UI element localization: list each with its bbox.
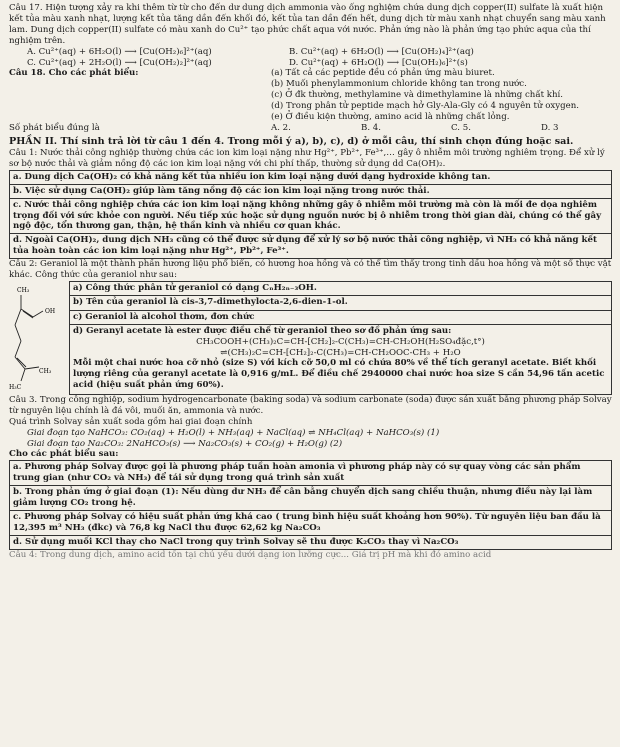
q18-option-d[interactable]: D. 3	[541, 122, 559, 133]
q17-option-c[interactable]: C. Cu²⁺(aq) + 2H₂O(l) ⟶ [Cu(OH₂)₂]²⁺(aq)	[27, 57, 212, 68]
table-row	[70, 282, 612, 296]
table-row	[70, 324, 612, 394]
q3-row-c[interactable]: c. Phương pháp Solvay có hiệu suất phản ứng khá cao ( trung bình hiệu suất khoảng hơn 90%). Từ nguyên liệu ban đầu là 12,395 m³ NH₃ (đkc) và 76,8 kg NaCl thu được 62,62 kg Na₂CO₃	[10, 510, 612, 535]
q1-row-a[interactable]: a. Dung dịch Ca(OH)₂ có khả năng kết tủa nhiều ion kim loại nặng dưới dạng hydroxide không tan.	[10, 170, 612, 184]
q18-option-a[interactable]: A. 2.	[271, 122, 291, 133]
q17-options-row-1	[9, 47, 612, 58]
table-row	[70, 310, 612, 324]
q3-intro: Quá trình Solvay sản xuất soda gồm hai giai đoạn chính	[9, 416, 253, 427]
q18-items	[271, 68, 579, 123]
q18-item-e: (e) Ở điều kiện thường, amino acid là những chất lỏng.	[271, 112, 510, 123]
q2-row-d-eq2: ⇌(CH₃)₂C=CH-[CH₂]₂-C(CH₃)=CH-CH₂OOC-CH₃ + H₂O	[220, 347, 461, 358]
q17-option-a[interactable]: A. Cu²⁺(aq) + 6H₂O(l) ⟶ [Cu(OH₂)₆]²⁺(aq)	[27, 46, 212, 57]
q1-row-d[interactable]: d. Ngoài Ca(OH)₂, dung dịch NH₃ cũng có thể được sử dụng để xử lý sơ bộ nước thải công nghiệp, vì NH₃ có khả năng kết tủa hoàn toàn các ion kim loại nặng như Hg²⁺, Pb²⁺, Fe³⁺.	[10, 234, 612, 259]
q18-option-c[interactable]: C. 5.	[451, 122, 471, 133]
table-row	[10, 535, 612, 549]
q18-item-d: (d) Trong phân tử peptide mạch hở Gly-Ala-Gly có 4 nguyên tử oxygen.	[271, 101, 579, 112]
table-row	[10, 461, 612, 486]
q18-label: Câu 18. Cho các phát biểu:	[9, 68, 139, 79]
geraniol-structure-drawing	[9, 281, 69, 391]
q2-stem: Câu 2: Geraniol là một thành phần hương liệu phổ biến, có hương hoa hồng và có thể tìm thấy trong tinh dầu hoa hồng và một số thực vật khác. Công thức của geraniol như sau:	[9, 259, 612, 281]
table-row	[70, 296, 612, 310]
q3-stem: Câu 3. Trong công nghiệp, sodium hydrogencarbonate (baking soda) và sodium carbonate (soda) được sản xuất bằng phương pháp Solvay từ nguyên liệu chính là đá vôi, muối ăn, ammonia và nước.	[9, 394, 612, 416]
q1-row-b[interactable]: b. Việc sử dụng Ca(OH)₂ giúp làm tăng nồng độ các ion kim loại nặng trong nước thải.	[10, 184, 612, 198]
q18-item-a: (a) Tất cả các peptide đều có phản ứng màu biuret.	[271, 68, 495, 79]
q3-row-a[interactable]: a. Phương pháp Solvay được gọi là phương pháp tuần hoàn amonia vì phương pháp này có sự quay vòng các sản phẩm trung gian (như CO₂ và NH₃) để tái sử dụng trong quá trình sản xuất	[10, 461, 612, 486]
q3-rows-label: Cho các phát biểu sau:	[9, 449, 119, 460]
table-row	[10, 486, 612, 511]
q18-count-label: Số phát biểu đúng là	[9, 122, 100, 133]
table-row	[10, 170, 612, 184]
q2-table	[69, 281, 612, 395]
q18-option-b[interactable]: B. 4.	[361, 122, 381, 133]
q2-row-d-detail: Mỗi một chai nước hoa cỡ nhỏ (size S) với kích cỡ 50,0 ml có chứa 80% về thể tích geranyl acetate. Biết khối lượng riêng của geranyl acetate là 0,916 g/mL. Để điều chế 2940000 chai nước hoa size S cần 54,96 tấn acetic acid (hiệu suất phản ứng 60%).	[73, 358, 605, 391]
q18-block	[9, 68, 612, 123]
q3-row-b[interactable]: b. Trong phản ứng ở giai đoạn (1): Nếu dùng dư NH₃ để cân bằng chuyển dịch sang chiều thuận, nhưng điều này lại làm giảm lượng CO₂ trong hệ.	[10, 486, 612, 511]
structure-label-oh: OH	[45, 308, 56, 316]
q3-table	[9, 460, 612, 549]
q18-options	[271, 123, 620, 134]
q2-row-d-title: d) Geranyl acetate là ester được điều chế từ geraniol theo sơ đồ phản ứng sau:	[73, 325, 452, 336]
q1-row-c[interactable]: c. Nước thải công nghiệp chứa các ion kim loại nặng không những gây ô nhiễm môi trường mà còn là mối đe dọa nghiêm trọng đối với sức khỏe con người. Nếu tiếp xúc hoặc sử dụng nguồn nước bị ô nhiễm trong thời gian dài, chúng có thể gây ngộ độc, tổn thương gan, thận, hệ thần kinh và nhiều cơ quan khác.	[10, 198, 612, 234]
q17-option-d[interactable]: D. Cu²⁺(aq) + 6H₂O(l) ⟶ [Cu(OH₂)₆]²⁺(s)	[289, 57, 468, 68]
q1-table	[9, 170, 612, 259]
q2-row-d[interactable]	[70, 324, 612, 394]
table-row	[10, 510, 612, 535]
q18-answer-row	[9, 123, 612, 134]
table-row	[10, 184, 612, 198]
q18-item-b: (b) Muối phenylammonium chloride không tan trong nước.	[271, 79, 527, 90]
geraniol-structure	[9, 281, 69, 395]
structure-label-ch3-top: CH₃	[17, 287, 30, 295]
table-row	[10, 198, 612, 234]
q2-block	[9, 281, 612, 395]
structure-label-h3c: H₃C	[9, 384, 22, 392]
q2-row-d-eq1: CH₃COOH+(CH₃)₂C=CH-[CH₂]₂-C(CH₃)=CH-CH₂OH(H₂SO₄đặc,t°)	[196, 336, 485, 347]
q3-equation-2: Giai đoạn tạo Na₂CO₃: 2NaHCO₃(s) ⟶ Na₂CO₃(s) + CO₂(g) + H₂O(g) (2)	[27, 438, 343, 449]
q17-option-b[interactable]: B. Cu²⁺(aq) + 6H₂O(l) ⟶ [Cu(OH₂)₄]²⁺(aq)	[289, 46, 474, 57]
q3-equation-1: Giai đoạn tạo NaHCO₃: CO₂(aq) + H₂O(l) + NH₃(aq) + NaCl(aq) ⇌ NH₄Cl(aq) + NaHCO₃(s) (1)	[27, 427, 440, 438]
q17-stem: Câu 17. Hiện tượng xảy ra khi thêm từ từ cho đến dư dung dịch ammonia vào ống nghiệm chứa dung dịch copper(II) sulfate là xuất hiện kết tủa màu xanh nhạt, lượng kết tủa tăng dần đến khối đó, kết tủa tan dần đến hết, dung dịch từ màu xanh nhạt chuyển sang màu xanh lam. Dung dịch copper(II) sulfate có màu xanh do Cu²⁺ tạo phức chất aqua với nước. Phản ứng nào là phản ứng tạo phức aqua của thí nghiệm trên.	[9, 3, 606, 46]
part-ii-heading: PHẦN II. Thí sinh trả lời từ câu 1 đến 4. Trong mỗi ý a), b), c), d) ở mỗi câu, thí sinh chọn đúng hoặc sai.	[9, 135, 574, 147]
q2-row-a[interactable]: a) Công thức phân tử geraniol có dạng CₙH₂ₙ₋₃OH.	[70, 282, 612, 296]
q4-partial: Câu 4: Trong dung dịch, amino acid tồn tại chủ yếu dưới dạng ion lưỡng cực... Giá trị pH mà khi đó amino acid	[9, 549, 492, 560]
q2-row-c[interactable]: c) Geraniol là alcohol thơm, đơn chức	[70, 310, 612, 324]
q3-row-d[interactable]: d. Sử dụng muối KCl thay cho NaCl trong quy trình Solvay sẽ thu được K₂CO₃ thay vì Na₂CO₃	[10, 535, 612, 549]
table-row	[10, 234, 612, 259]
structure-label-ch3-right: CH₃	[39, 368, 52, 376]
q18-item-c: (c) Ở đk thường, methylamine và dimethylamine là những chất khí.	[271, 90, 564, 101]
q1-stem: Câu 1: Nước thải công nghiệp thường chứa các ion kim loại nặng như Hg²⁺, Pb²⁺, Fe³⁺,… gây ô nhiễm môi trường nghiêm trọng. Để xử lý sơ bộ nước thải và giảm nồng độ các ion kim loại nặng với chi phí thấp, thường sử dụng dd Ca(OH)₂.	[9, 148, 605, 169]
q17-options-row-2	[9, 58, 612, 69]
q2-row-b[interactable]: b) Tên của geraniol là cis-3,7-dimethylocta-2,6-dien-1-ol.	[70, 296, 612, 310]
